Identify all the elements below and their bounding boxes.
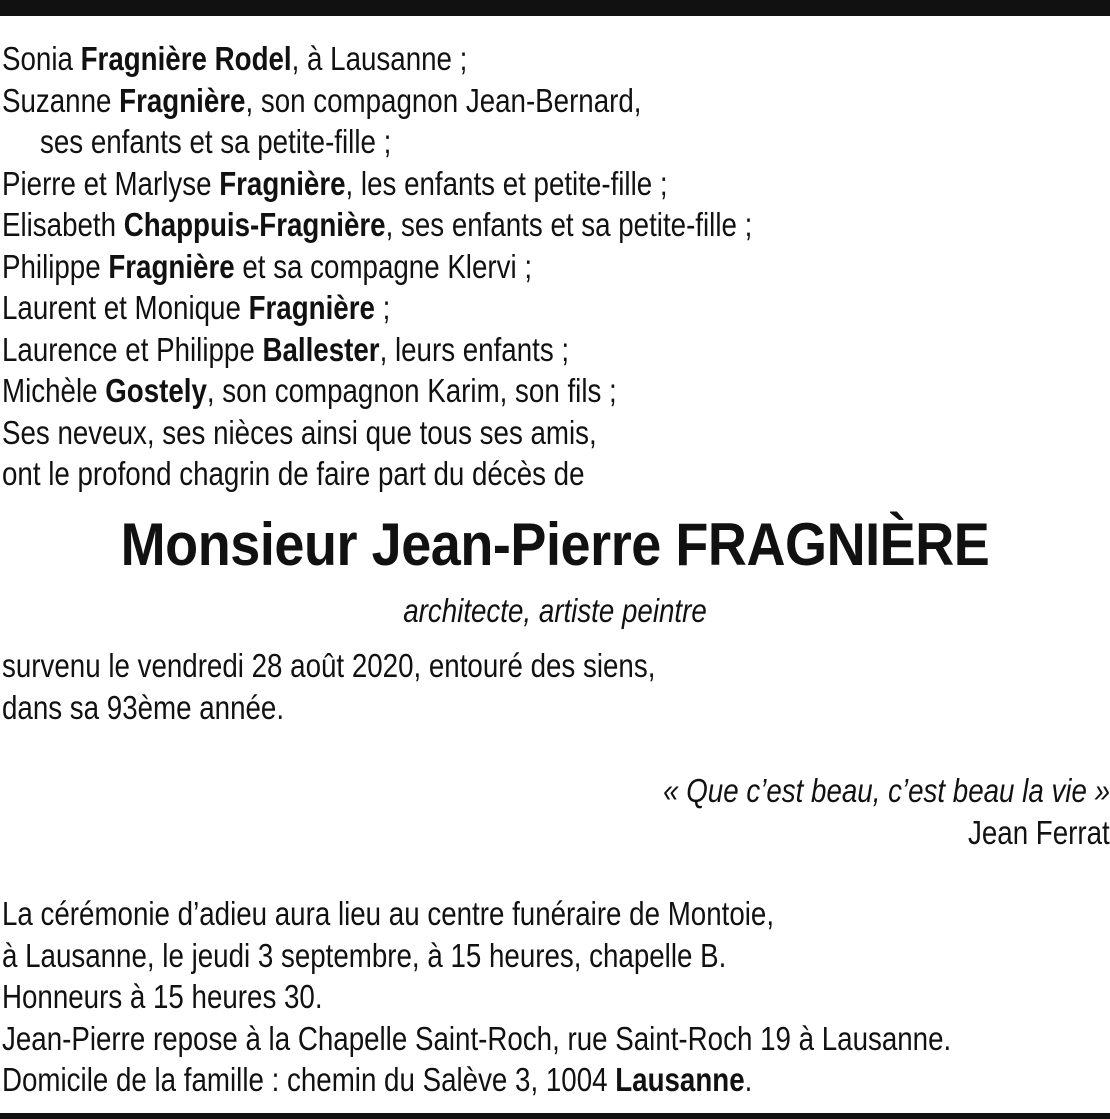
family-line: Suzanne Fragnière, son compagnon Jean-Bernard, (2, 82, 642, 119)
family-line: Sonia Fragnière Rodel, à Lausanne ; (2, 40, 468, 77)
family-line: Elisabeth Chappuis-Fragnière, ses enfants et sa petite-fille ; (2, 206, 753, 243)
family-line: Laurence et Philippe Ballester, leurs enfants ; (2, 331, 570, 368)
bottom-rule (0, 1113, 1110, 1119)
ceremony-line: Honneurs à 15 heures 30. (2, 978, 323, 1015)
family-line: Laurent et Monique Fragnière ; (2, 289, 391, 326)
deceased-name: Monsieur Jean-Pierre FRAGNIÈRE (120, 511, 990, 578)
family-line: Pierre et Marlyse Fragnière, les enfants et petite-fille ; (2, 165, 668, 202)
ceremony-line: La cérémonie d’adieu aura lieu au centre funéraire de Montoie, (2, 895, 775, 932)
family-line: Michèle Gostely, son compagnon Karim, son fils ; (2, 372, 617, 409)
death-age-line: dans sa 93ème année. (2, 689, 285, 726)
announcement-line: ont le profond chagrin de faire part du décès de (2, 455, 585, 492)
quote-text: « Que c’est beau, c’est beau la vie » (663, 772, 1110, 809)
quote-author: Jean Ferrat (968, 814, 1110, 851)
death-date-line: survenu le vendredi 28 août 2020, entouré des siens, (2, 647, 656, 684)
family-line: Ses neveux, ses nièces ainsi que tous ses amis, (2, 414, 597, 451)
top-rule (0, 0, 1110, 16)
domicile-line: Domicile de la famille : chemin du Salève 3, 1004 Lausanne. (2, 1061, 753, 1098)
ceremony-line: à Lausanne, le jeudi 3 septembre, à 15 heures, chapelle B. (2, 937, 727, 974)
family-line: ses enfants et sa petite-fille ; (40, 123, 392, 160)
ceremony-line: Jean-Pierre repose à la Chapelle Saint-Roch, rue Saint-Roch 19 à Lausanne. (2, 1020, 952, 1057)
family-line: Philippe Fragnière et sa compagne Klervi ; (2, 248, 533, 285)
deceased-occupation: architecte, artiste peintre (403, 592, 707, 629)
